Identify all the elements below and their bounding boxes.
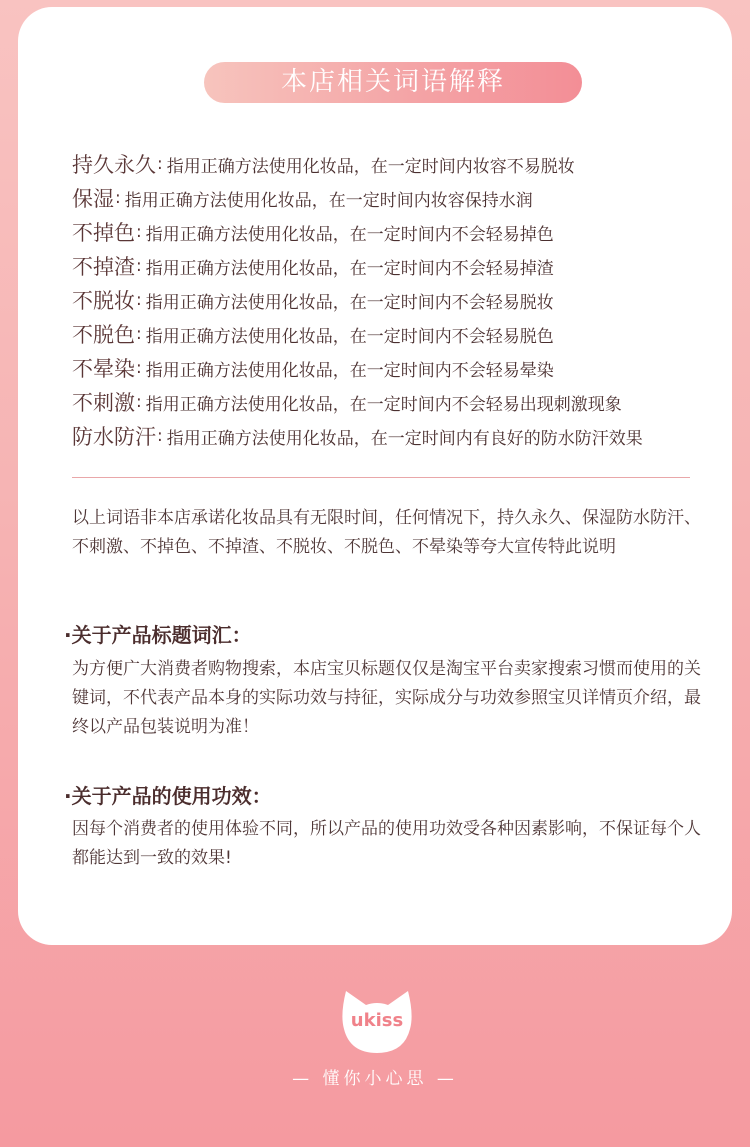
term-colon: : [136, 358, 142, 378]
brand-slogan: — 懂你小心思 — [292, 1069, 458, 1089]
term-row [72, 181, 732, 215]
term-row [72, 419, 732, 453]
term-colon: : [136, 290, 142, 310]
term-colon: : [136, 222, 142, 242]
term-word: 防水防汗 [72, 425, 156, 449]
term-definition: 指用正确方法使用化妆品，在一定时间内不会轻易脱妆 [145, 292, 554, 313]
term-definition: 指用正确方法使用化妆品，在一定时间内不会轻易脱色 [145, 326, 554, 347]
term-colon: : [136, 392, 142, 412]
term-row [72, 147, 732, 181]
term-word: 保湿 [72, 187, 114, 211]
term-row [72, 385, 732, 419]
term-word: 持久永久 [72, 153, 156, 177]
term-row [72, 351, 732, 385]
term-colon: : [115, 188, 121, 208]
term-definition: 指用正确方法使用化妆品，在一定时间内不会轻易出现刺激现象 [145, 394, 622, 415]
term-word: 不刺激 [72, 391, 135, 415]
term-row [72, 317, 732, 351]
term-word: 不脱妆 [72, 289, 135, 313]
term-definition: 指用正确方法使用化妆品，在一定时间内有良好的防水防汗效果 [166, 428, 643, 449]
section-body-efficacy: 因每个消费者的使用体验不同，所以产品的使用功效受各种因素影响，不保证每个人都能达到一致的效果! [72, 819, 701, 868]
term-definition: 指用正确方法使用化妆品，在一定时间内不会轻易掉渣 [145, 258, 554, 279]
term-row [72, 283, 732, 317]
section-heading-title-words: ·关于产品标题词汇： [64, 623, 252, 647]
term-row [72, 215, 732, 249]
term-colon: : [157, 154, 163, 174]
term-row [72, 249, 732, 283]
term-word: 不脱色 [72, 323, 135, 347]
brand-logo-text: ukiss [350, 1010, 404, 1031]
term-colon: : [157, 426, 163, 446]
content-card [18, 7, 732, 945]
divider [72, 477, 690, 478]
term-definition: 指用正确方法使用化妆品，在一定时间内不会轻易掉色 [145, 224, 554, 245]
term-colon: : [136, 256, 142, 276]
section-body-title-words: 为方便广大消费者购物搜索，本店宝贝标题仅仅是淘宝平台卖家搜索习惯而使用的关键词，不代表产品本身的实际功效与持征，实际成分与功效参照宝贝详情页介绍，最终以产品包装说明为准！ [72, 659, 701, 737]
section-heading-efficacy: ·关于产品的使用功效： [64, 784, 272, 808]
term-definition: 指用正确方法使用化妆品，在一定时间内妆容保持水润 [124, 190, 533, 211]
term-definition: 指用正确方法使用化妆品，在一定时间内妆容不易脱妆 [166, 156, 575, 177]
term-definition: 指用正确方法使用化妆品，在一定时间内不会轻易晕染 [145, 360, 554, 381]
page-title: 本店相关词语解释 [204, 62, 582, 103]
terms-list [72, 147, 732, 453]
term-word: 不晕染 [72, 357, 135, 381]
term-word: 不掉渣 [72, 255, 135, 279]
disclaimer-text: 以上词语非本店承诺化妆品具有无限时间，任何情况下，持久永久、保湿防水防汗、不刺激、不掉色、不掉渣、不脱妆、不脱色、不晕染等夸大宣传特此说明 [72, 508, 701, 557]
term-colon: : [136, 324, 142, 344]
term-word: 不掉色 [72, 221, 135, 245]
